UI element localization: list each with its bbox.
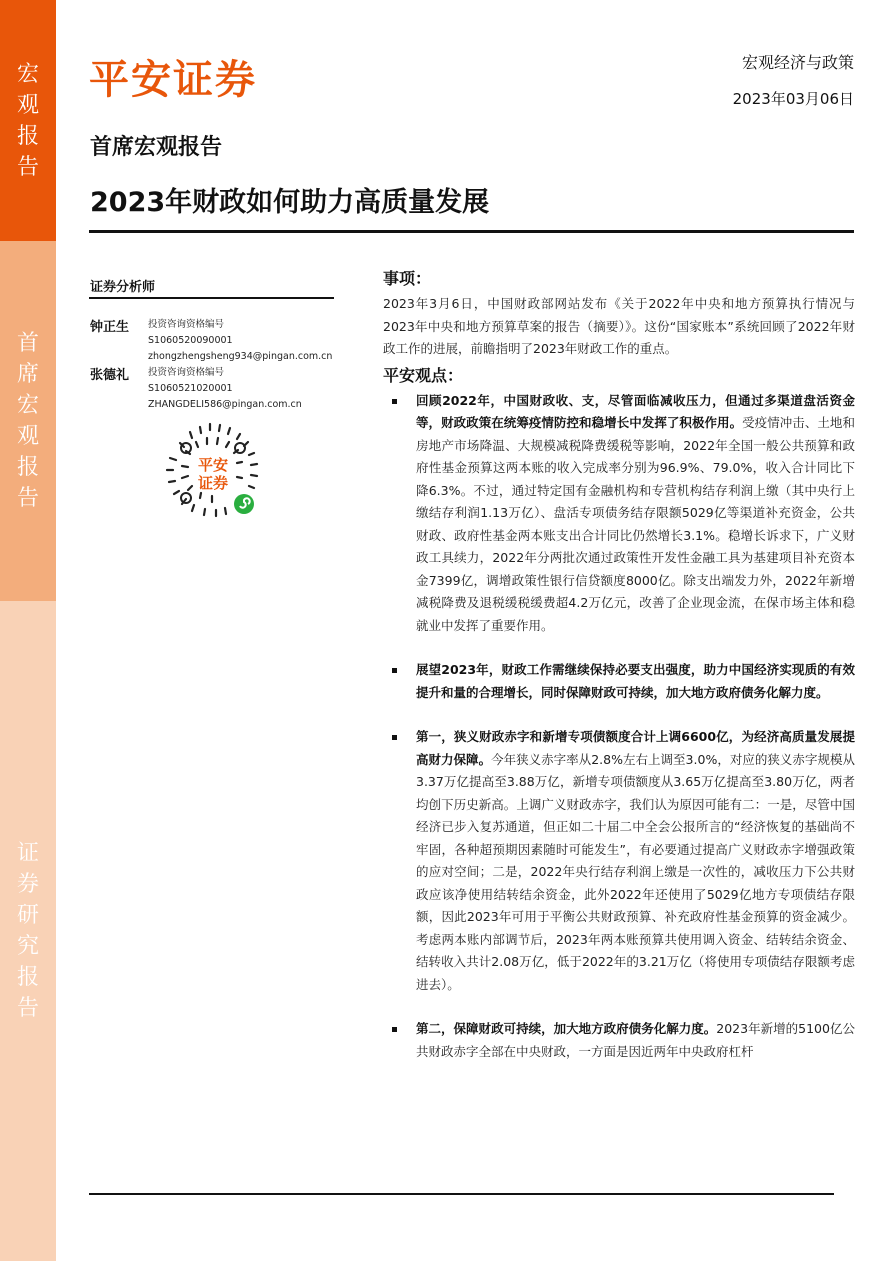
analyst-cert-label: 投资咨询资格编号 <box>148 367 225 378</box>
svg-text:平安: 平安 <box>197 456 229 474</box>
viewpoint-item <box>383 659 855 704</box>
report-series: 首席宏观报告 <box>90 135 223 160</box>
analyst-email[interactable]: ZHANGDELI586@pingan.com.cn <box>148 399 302 410</box>
sidebar <box>0 0 56 1261</box>
title-divider <box>89 230 854 233</box>
bullet-icon <box>392 1027 397 1032</box>
analyst-info <box>148 365 302 413</box>
analysts-divider <box>89 297 334 299</box>
report-date: 2023年03月06日 <box>732 90 854 108</box>
analyst-name: 钟正生 <box>90 320 130 335</box>
analyst-cert-label: 投资咨询资格编号 <box>148 319 225 330</box>
bullet-icon <box>392 735 397 740</box>
event-heading: 事项： <box>383 269 432 288</box>
viewpoint-summary: 第二，保障财政可持续，加大地方政府债务化解力度。 <box>416 1021 717 1036</box>
page-title: 2023年财政如何助力高质量发展 <box>90 187 490 218</box>
viewpoint-detail: 受疫情冲击、土地和房地产市场降温、大规模减税降费缓税等影响，2022年全国一般公共预算和政府性基金预算这两本账的收入完成率分别为96.9%、79.0%，收入合计同比下降6.3%。不过，通过特定国有金融机构和专营机构结存利润上缴（其中央行上缴结存利润1.13万亿）、盘活专项债务结存限额5029亿等渠道补充资金，公共财政、政府性基金两本账支出合计同比仍然增长3.1%。稳增长诉求下，广义财政工具续力，2022年分两批次通过政策性开发性金融工具为基建项目补充资本金7399亿，调增政策性银行信贷额度8000亿。除支出端发力外，2022年新增减税降费及退税缓税缓费超4.2万亿元，改善了企业现金流，在保市场主体和稳就业中发挥了重要作用。 <box>416 415 855 633</box>
qr-code-icon <box>160 418 266 524</box>
analysts-heading: 证券分析师 <box>90 280 156 295</box>
report-body <box>383 266 855 1085</box>
viewpoint-item <box>383 1018 855 1063</box>
viewpoint-list <box>383 390 855 1064</box>
mini-program-qr-code <box>160 418 266 524</box>
report-category: 宏观经济与政策 <box>741 53 854 72</box>
sidebar-segment-macro-report <box>0 0 56 241</box>
viewpoint-heading: 平安观点： <box>383 365 464 385</box>
viewpoint-summary: 第一，狭义财政赤字和新增专项债额度合计上调6600亿，为经济高质量发展提高财力保障。 <box>416 729 855 767</box>
sidebar-segment-chief-macro-report <box>0 241 56 601</box>
viewpoint-item <box>383 726 855 996</box>
analyst-name: 张德礼 <box>90 368 130 383</box>
viewpoint-detail: 今年狭义赤字率从2.8%左右上调至3.0%，对应的狭义赤字规模从3.37万亿提高至3.88万亿，新增专项债额度从3.65万亿提高至3.80万亿，两者均创下历史新高。上调广义财政赤字，我们认为原因可能有二：一是，尽管中国经济已步入复苏通道，但正如二十届二中全会公报所言的“经济恢复的基础尚不牢固，各种超预期因素随时可能发生”，有必要通过提高广义财政赤字增强政策的应对空间；二是，2022年央行结存利润上缴是一次性的，减收压力下公共财政应该净使用结转结余资金，此外2022年还使用了5029亿地方专项债结存限额，因此2023年可用于平衡公共财政预算、补充政府性基金预算的资金减少。考虑两本账内部调节后，2023年两本账预算共使用调入资金、结转结余资金、结转收入共计2.08万亿，低于2022年的3.21万亿（将使用专项债结存限额考虑进去）。 <box>416 751 855 992</box>
sidebar-segment-securities-research-report <box>0 601 56 1261</box>
sidebar-label: 证券研究报告 <box>16 841 39 1021</box>
analyst-email[interactable]: zhongzhengsheng934@pingan.com.cn <box>148 351 333 362</box>
bullet-icon <box>392 399 397 404</box>
viewpoint-summary: 回顾2022年，中国财政收、支，尽管面临减收压力，但通过多渠道盘活资金等，财政政策在统筹疫情防控和稳增长中发挥了积极作用。 <box>416 392 855 430</box>
sidebar-label: 宏观报告 <box>16 61 39 180</box>
viewpoint-summary: 展望2023年，财政工作需继续保持必要支出强度，助力中国经济实现质的有效提升和量的合理增长，同时保障财政可持续，加大地方政府债务化解力度。 <box>416 662 855 700</box>
svg-text:证券: 证券 <box>197 474 229 492</box>
viewpoint-detail: 2023年新增的5100亿公共财政赤字全部在中央财政，一方面是因近两年中央政府杠杆 <box>416 1021 855 1059</box>
footer-divider <box>89 1193 834 1195</box>
analyst-info <box>148 317 332 365</box>
analyst-cert-number: S1060521020001 <box>148 383 233 394</box>
viewpoint-item <box>383 390 855 638</box>
event-paragraph: 2023年3月6日，中国财政部网站发布《关于2022年中央和地方预算执行情况与2023年中央和地方预算草案的报告（摘要）》。这份“国家账本”系统回顾了2022年财政工作的进展，前瞻指明了2023年财政工作的重点。 <box>383 296 855 356</box>
bullet-icon <box>392 668 397 673</box>
analyst-cert-number: S1060520090001 <box>148 335 233 346</box>
sidebar-label: 首席宏观报告 <box>16 331 39 511</box>
company-logo: 平安证券 <box>89 57 257 103</box>
